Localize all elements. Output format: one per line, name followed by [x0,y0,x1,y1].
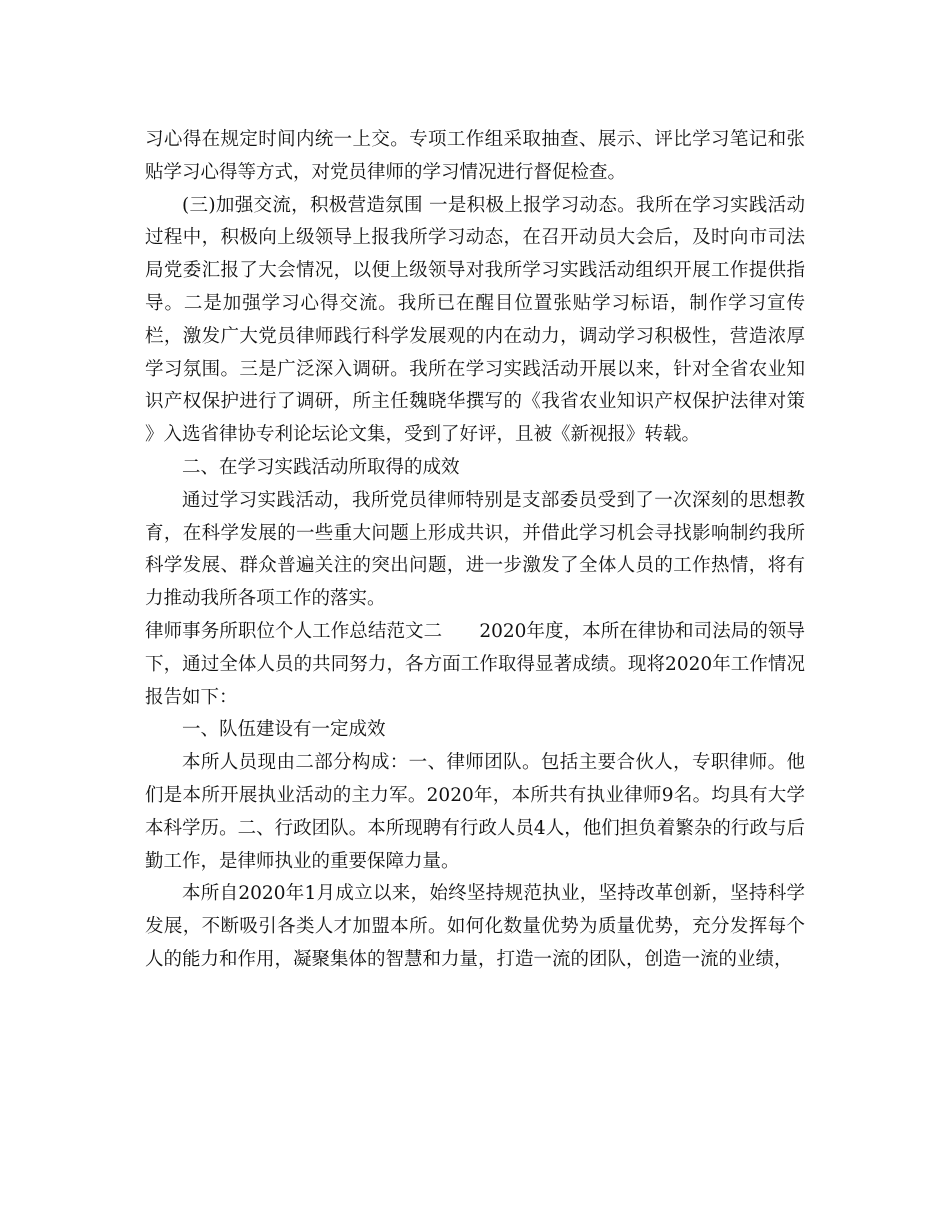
document-body [145,124,805,977]
section-heading-achievements: 二、在学习实践活动所取得的成效 [182,456,460,478]
paragraph-achievements: 通过学习实践活动，我所党员律师特别是支部委员受到了一次深刻的思想教育，在科学发展的一些重大问题上形成共识，并借此学习机会寻找影响制约我所科学发展、群众普遍关注的突出问题，进一步激发了全体人员的工作热情，将有力推动我所各项工作的落实。 [145,489,805,610]
paragraph-founding-development: 本所自2020年1月成立以来，始终坚持规范执业，坚持改革创新，坚持科学发展，不断吸引各类人才加盟本所。如何化数量优势为质量优势，充分发挥每个人的能力和作用，凝聚集体的智慧和力量，打造一流的团队，创造一流的业绩， [145,883,805,970]
paragraph-summary-two-intro: 律师事务所职位个人工作总结范文二 2020年度，本所在律协和司法局的领导下，通过全体人员的共同努力，各方面工作取得显著成绩。现将2020年工作情况报告如下： [145,620,805,708]
section-heading-team-building: 一、队伍建设有一定成效 [182,719,386,741]
paragraph-staff-composition: 本所人员现由二部分构成：一、律师团队。包括主要合伙人，专职律师。他们是本所开展执业活动的主力军。2020年，本所共有执业律师9名。均具有大学本科学历。二、行政团队。本所现聘有行政人员4人，他们担负着繁杂的行政与后勤工作，是律师执业的重要保障力量。 [145,752,805,872]
paragraph-strengthen-exchange: (三)加强交流，积极营造氛围 一是积极上报学习动态。我所在学习实践活动过程中，积极向上级领导上报我所学习动态，在召开动员大会后，及时向市司法局党委汇报了大会情况，以便上级领导对我所学习实践活动组织开展工作提供指导。二是加强学习心得交流。我所已在醒目位置张贴学习标语，制作学习宣传栏，激发广大党员律师践行科学发展观的内在动力，调动学习积极性，营造浓厚学习氛围。三是广泛深入调研。我所在学习实践活动开展以来，针对全省农业知识产权保护进行了调研，所主任魏晓华撰写的《我省农业知识产权保护法律对策 》入选省律协专利论坛论文集，受到了好评，且被《新视报》转载。 [145,194,805,446]
paragraph-study-notes-inspection: 习心得在规定时间内统一上交。专项工作组采取抽查、展示、评比学习笔记和张贴学习心得等方式，对党员律师的学习情况进行督促检查。 [145,129,805,183]
